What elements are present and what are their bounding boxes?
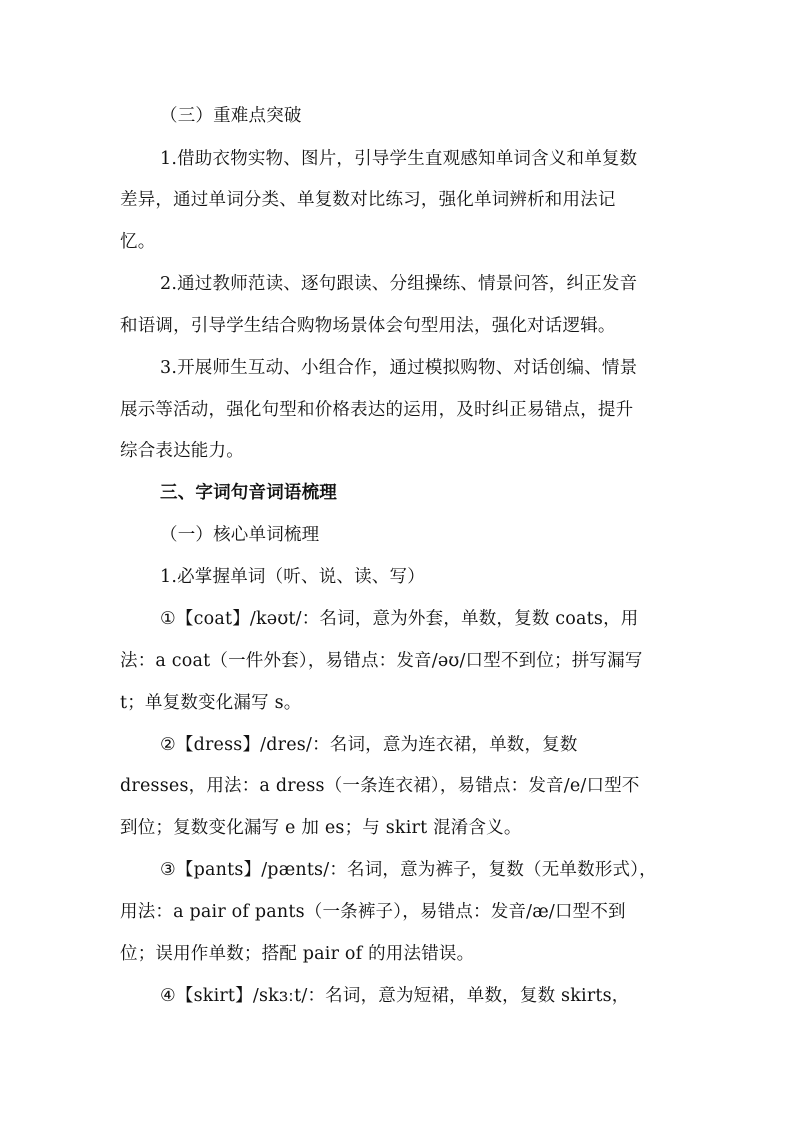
subsection-heading-core-words: （一）核心单词梳理 [160, 525, 320, 545]
paragraph-3-line-3: 综合表达能力。 [120, 441, 244, 461]
paragraph-2-line-2: 和语调，引导学生结合购物场景体会句型用法，强化对话逻辑。 [120, 316, 616, 336]
word-item-pants-line-2: 用法：a pair of pants（一条裤子），易错点：发音/æ/口型不到 [120, 902, 626, 922]
word-item-coat-line-2: 法：a coat（一件外套），易错点：发音/əʊ/口型不到位；拼写漏写 [120, 651, 643, 671]
word-item-dress-line-2: dresses，用法：a dress（一条连衣裙），易错点：发音/e/口型不 [120, 776, 640, 796]
paragraph-1-line-1: 1.借助衣物实物、图片，引导学生直观感知单词含义和单复数 [160, 149, 638, 169]
paragraph-1-line-3: 忆。 [120, 232, 156, 252]
word-item-dress-line-3: 到位；复数变化漏写 e 加 es；与 skirt 混淆含义。 [120, 818, 522, 838]
word-item-skirt-line-1: ④【skirt】/skɜːt/：名词，意为短裙，单数，复数 skirts， [160, 986, 630, 1006]
paragraph-2-line-1: 2.通过教师范读、逐句跟读、分组操练、情景问答，纠正发音 [160, 274, 638, 294]
word-list-heading: 1.必掌握单词（听、说、读、写） [160, 567, 425, 587]
word-item-coat-line-3: t；单复数变化漏写 s。 [120, 693, 302, 713]
subsection-heading-key-points: （三）重难点突破 [160, 106, 302, 126]
section-heading: 三、字词句音词语梳理 [160, 483, 337, 503]
word-item-pants-line-3: 位；误用作单数；搭配 pair of 的用法错误。 [120, 944, 475, 964]
word-item-coat-line-1: ①【coat】/kəʊt/：名词，意为外套，单数，复数 coats，用 [160, 609, 639, 629]
paragraph-3-line-2: 展示等活动，强化句型和价格表达的运用，及时纠正易错点，提升 [120, 400, 634, 420]
word-item-pants-line-1: ③【pants】/pænts/：名词，意为裤子，复数（无单数形式）， [160, 860, 657, 880]
word-item-dress-line-1: ②【dress】/dres/：名词，意为连衣裙，单数，复数 [160, 735, 578, 755]
paragraph-3-line-1: 3.开展师生互动、小组合作，通过模拟购物、对话创编、情景 [160, 358, 638, 378]
paragraph-1-line-2: 差异，通过单词分类、单复数对比练习，强化单词辨析和用法记 [120, 190, 616, 210]
